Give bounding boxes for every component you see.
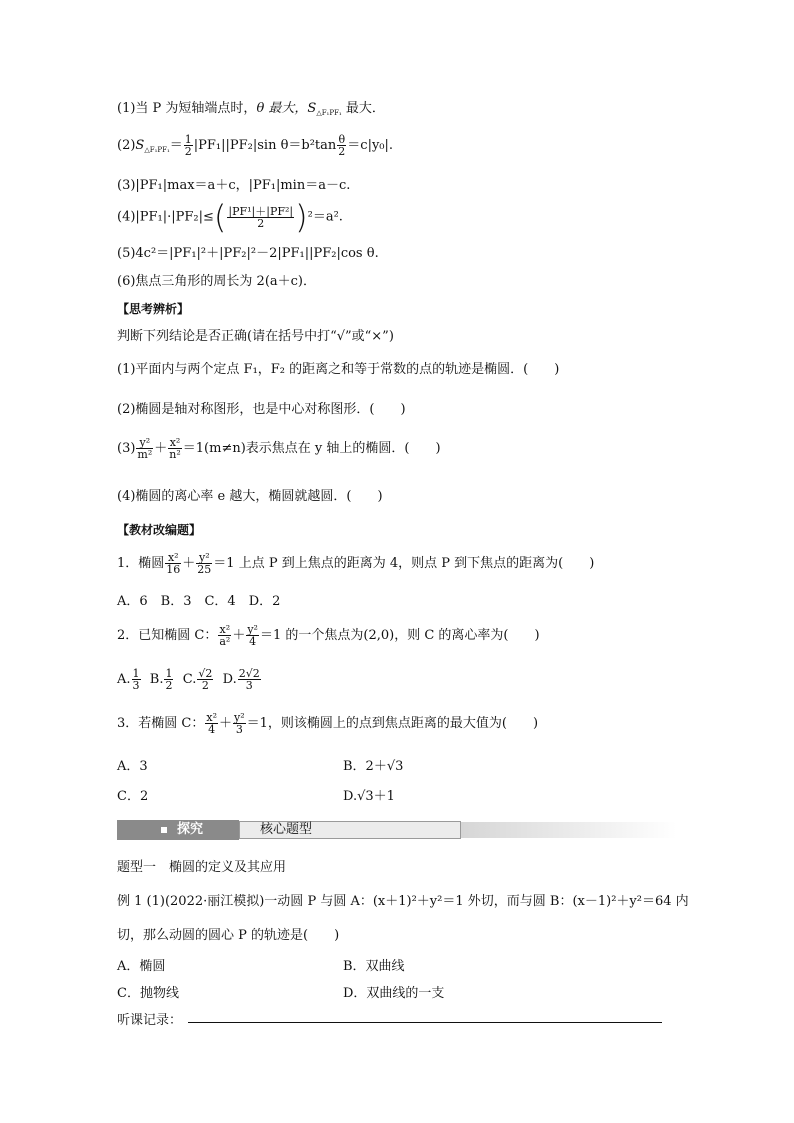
textbook-question-2-options <box>117 668 262 691</box>
section-banner <box>117 820 677 840</box>
fraction-y2-m2 <box>136 437 153 460</box>
area-subscript: △F₁PF₁ <box>316 109 342 117</box>
paren-left: ( <box>213 198 227 236</box>
plus: ＋ <box>182 556 196 571</box>
fraction-den: 3 <box>235 723 243 736</box>
property-5: (5)4c²＝|PF₁|²＋|PF₂|²－2|PF₁||PF₂|cos θ. <box>117 246 379 261</box>
tq2-option-c-label: C. <box>182 672 197 687</box>
think-heading: 【思考辨析】 <box>117 302 190 316</box>
textbook-question-1 <box>117 552 594 575</box>
property-1-theta: θ 最大， <box>256 101 308 116</box>
fraction-num: 2√2 <box>238 667 260 680</box>
example-line-1: 例 1 (1)(2022·丽江模拟)一动圆 P 与圆 A：(x＋1)²＋y²＝1 外切，而与圆 B：(x－1)²＋y²＝64 内 <box>117 894 689 909</box>
textbook-heading: 【教材改编题】 <box>117 523 202 537</box>
tq3-option-c: C．2 <box>117 789 149 804</box>
tq2-option-a <box>132 668 141 691</box>
fraction-num: x² <box>219 623 231 636</box>
banner-fade <box>461 822 677 838</box>
think-intro: 判断下列结论是否正确(请在括号中打“√”或“×”) <box>117 329 394 344</box>
fraction-y2-25 <box>196 552 212 575</box>
fraction-x2-a2 <box>218 624 231 647</box>
notes-label: 听课记录： <box>117 1013 183 1028</box>
tq2-option-b-label: B. <box>149 672 164 687</box>
fraction-den: 2 <box>184 145 192 158</box>
plus: ＋ <box>218 716 232 731</box>
tq3-option-d: D.√3＋1 <box>343 789 395 804</box>
fraction-y2-3 <box>233 712 246 735</box>
fraction-den: 2 <box>201 679 209 692</box>
fraction-num: √2 <box>198 667 213 680</box>
fraction-num: θ <box>338 133 346 146</box>
example-line-2: 切，那么动圆的圆心 P 的轨迹是( ) <box>117 928 340 943</box>
q3-tail: ＝1(m≠n)表示焦点在 y 轴上的椭圆．( ) <box>182 441 441 456</box>
fraction-den: 4 <box>249 635 257 648</box>
plus: ＋ <box>154 441 168 456</box>
fraction-theta-half <box>337 134 346 157</box>
think-question-3 <box>117 437 441 460</box>
textbook-question-3 <box>117 712 538 735</box>
fraction-num: y² <box>234 711 245 724</box>
area-symbol: S <box>307 101 317 116</box>
banner-core-label: 核心题型 <box>260 822 313 837</box>
fraction-den: 25 <box>197 563 212 576</box>
fraction-num: |PF¹|＋|PF²| <box>228 204 294 218</box>
tq3-option-a: A．3 <box>117 759 148 774</box>
think-question-1: (1)平面内与两个定点 F₁，F₂ 的距离之和等于常数的点的轨迹是椭圆．( ) <box>117 362 560 377</box>
tq2-option-a-label: A. <box>117 672 131 687</box>
tq2-option-d <box>238 668 261 691</box>
fraction-x2-4 <box>205 712 218 735</box>
q3-prefix: (3) <box>117 441 136 456</box>
fraction-half <box>184 134 193 157</box>
fraction-den: n² <box>169 448 181 461</box>
tq2-prefix: 2．已知椭圆 C： <box>117 628 218 643</box>
tq3-tail: ＝1，则该椭圆上的点到焦点距离的最大值为( ) <box>246 716 539 731</box>
property-4-prefix: (4)|PF₁|·|PF₂|≤ <box>117 209 214 225</box>
fraction-num: 1 <box>184 133 192 146</box>
think-question-2: (2)椭圆是轴对称图形，也是中心对称图形．( ) <box>117 402 406 417</box>
textbook-question-2 <box>117 624 540 647</box>
tq2-option-d-label: D. <box>222 672 237 687</box>
area-subscript-2: △F₁PF₁ <box>144 146 170 154</box>
property-1-tail: 最大． <box>341 101 385 116</box>
fraction-den: 16 <box>166 563 181 576</box>
fraction-y2-4 <box>246 624 259 647</box>
tq1-tail: ＝1 上点 P 到上焦点的距离为 4，则点 P 到下焦点的距离为( ) <box>213 556 595 571</box>
fraction-den: 3 <box>245 679 253 692</box>
fraction-den: 3 <box>132 679 140 692</box>
tq2-tail: ＝1 的一个焦点为(2,0)，则 C 的离心率为( ) <box>259 628 540 643</box>
fraction-num: 1 <box>165 667 173 680</box>
fraction-den: a² <box>219 635 231 648</box>
property-2-prefix: (2) <box>117 138 136 153</box>
fraction-den: 2 <box>257 216 265 230</box>
area-symbol-2: S <box>135 138 145 153</box>
property-1-text: (1)当 P 为短轴端点时， <box>117 101 257 116</box>
tq2-option-b <box>164 668 173 691</box>
plus: ＋ <box>232 628 246 643</box>
paren-right: ) <box>295 198 308 236</box>
property-2 <box>117 134 393 157</box>
fraction-num: y² <box>136 437 153 449</box>
property-6: (6)焦点三角形的周长为 2(a＋c)． <box>117 274 316 289</box>
banner-explore <box>117 820 239 840</box>
tq2-option-c <box>197 668 213 691</box>
tq3-prefix: 3．若椭圆 C： <box>117 716 205 731</box>
banner-explore-label: 探究 <box>177 822 204 837</box>
fraction-num: x² <box>169 436 181 449</box>
property-2-mid: |PF₁||PF₂|sin θ＝b²tan <box>193 138 337 153</box>
fraction-den: 2 <box>165 679 173 692</box>
property-3: (3)|PF₁|max＝a＋c，|PF₁|min＝a－c. <box>117 178 351 193</box>
fraction-den: 2 <box>338 145 346 158</box>
tq3-option-b: B．2＋√3 <box>343 759 404 774</box>
fraction-num: x² <box>165 552 181 564</box>
fraction-num: y² <box>196 552 212 564</box>
example-option-b: B．双曲线 <box>343 959 405 974</box>
property-2-tail: ＝c|y₀|. <box>347 138 394 153</box>
fraction-num: y² <box>247 623 258 636</box>
square-bullet-icon <box>161 827 167 833</box>
fraction-mean <box>227 206 294 229</box>
property-4-tail: ²＝a². <box>307 209 343 225</box>
property-1 <box>117 101 385 117</box>
example-option-d: D．双曲线的一支 <box>343 986 445 1001</box>
fraction-num: 1 <box>132 667 140 680</box>
fraction-den: 4 <box>208 723 216 736</box>
fraction-x2-n2 <box>168 437 182 460</box>
fraction-num: x² <box>206 711 217 724</box>
notes-underline[interactable] <box>188 1022 662 1023</box>
tq1-prefix: 1．椭圆 <box>117 556 165 571</box>
equals: ＝ <box>169 138 183 153</box>
textbook-question-1-options: A．6 B．3 C．4 D．2 <box>117 594 281 609</box>
section-title: 题型一 椭圆的定义及其应用 <box>117 860 287 875</box>
think-question-4: (4)椭圆的离心率 e 越大，椭圆就越圆．( ) <box>117 489 383 504</box>
fraction-den: m² <box>137 448 153 461</box>
fraction-x2-16 <box>165 552 181 575</box>
banner-core <box>239 821 461 839</box>
example-option-a: A．椭圆 <box>117 959 166 974</box>
example-option-c: C．抛物线 <box>117 986 179 1001</box>
property-4 <box>117 198 343 236</box>
